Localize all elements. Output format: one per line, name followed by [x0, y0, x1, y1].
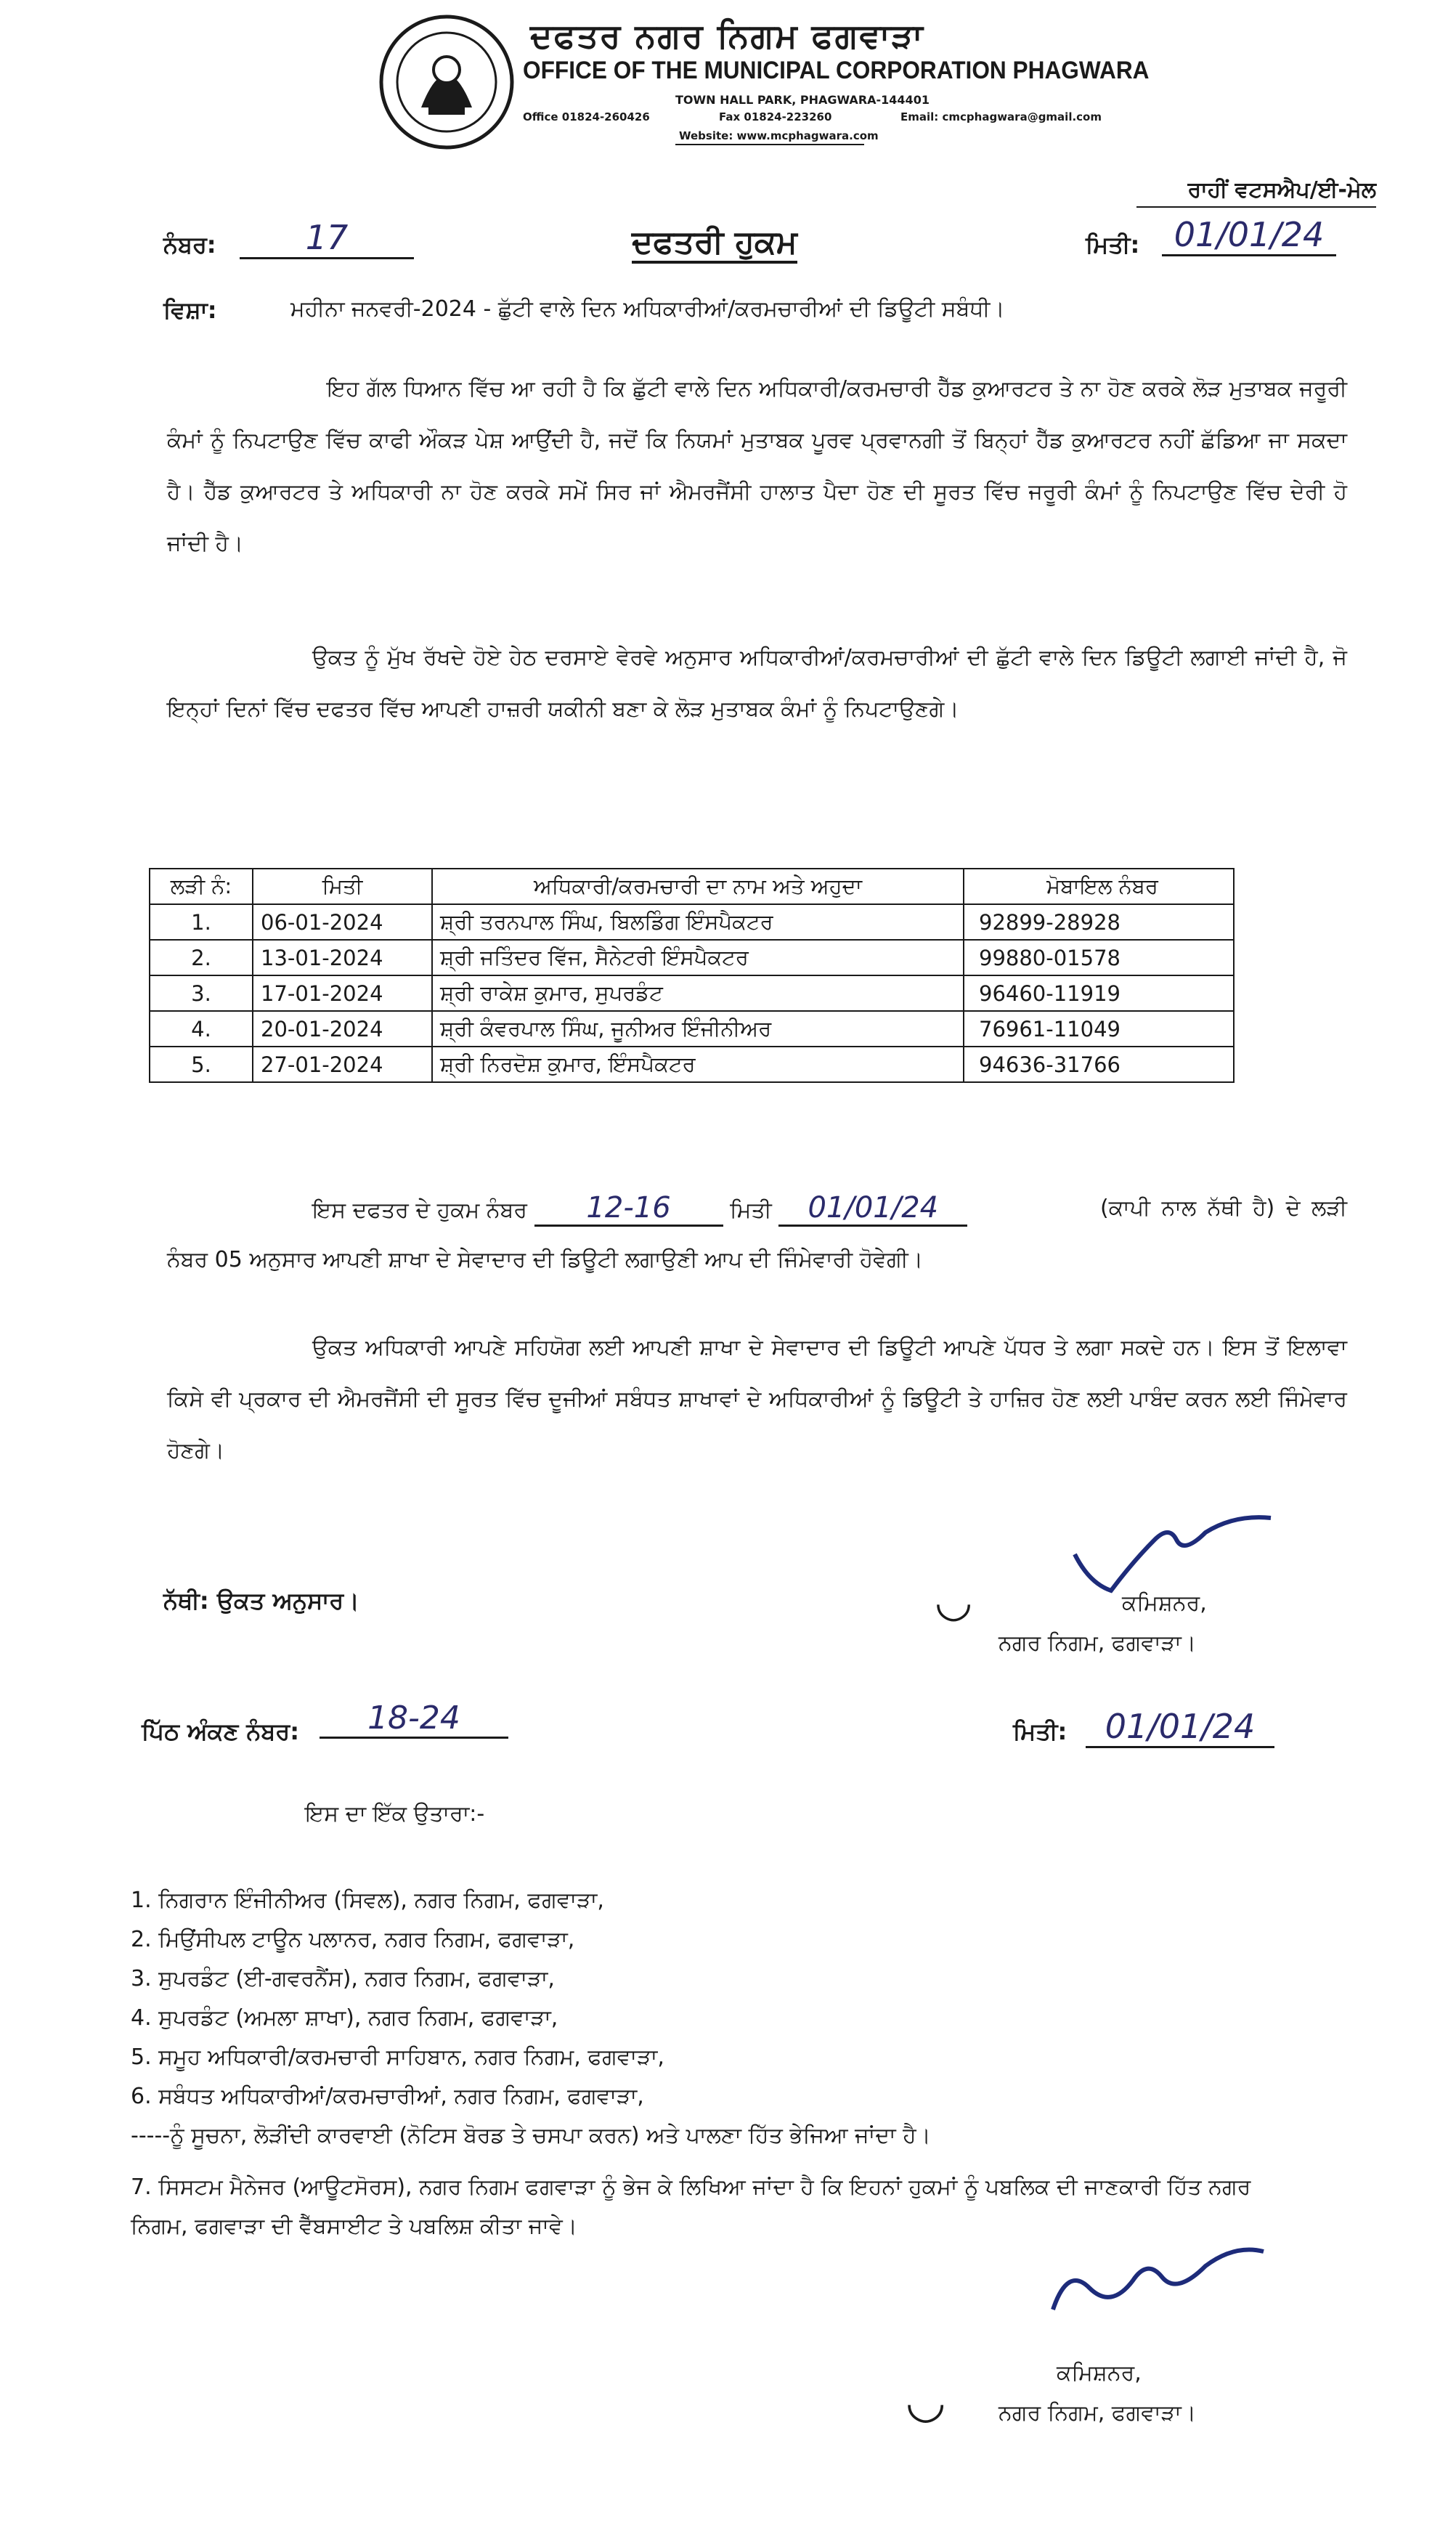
table-row: [150, 975, 1234, 1011]
signatory-office: ਨਗਰ ਨਿਗਮ, ਫਗਵਾੜਾ।: [999, 1631, 1197, 1656]
table-row: [150, 940, 1234, 975]
row-name: ਸ਼੍ਰੀ ਕੰਵਰਪਾਲ ਸਿੰਘ, ਜੂਨੀਅਰ ਇੰਜੀਨੀਅਰ: [432, 1011, 964, 1047]
row-name: ਸ਼੍ਰੀ ਨਿਰਦੋਸ਼ ਕੁਮਾਰ, ਇੰਸਪੈਕਟਰ: [432, 1047, 964, 1082]
copy-heading: ਇਸ ਦਾ ਇੱਕ ਉਤਾਰਾ:-: [305, 1801, 485, 1827]
list-item: 6. ਸਬੰਧਤ ਅਧਿਕਾਰੀਆਂ/ਕਰਮਚਾਰੀਆਂ, ਨਗਰ ਨਿਗਮ, ਫਗਵਾੜਾ,: [131, 2084, 644, 2109]
letterhead-email: Email: cmcphagwara@gmail.com: [900, 110, 1102, 123]
order-reference-continuation: (ਕਾਪੀ ਨਾਲ ਨੱਥੀ ਹੈ) ਦੇ ਲੜੀ ਨੰਬਰ 05 ਅਨੁਸਾਰ ਆਪਣੀ ਸ਼ਾਖਾ ਦੇ ਸੇਵਾਦਾਰ ਦੀ ਡਿਊਟੀ ਲਗਾਉਣੀ ਆਪ ਦੀ ਜਿੰਮੇਵਾਰੀ ਹੋਵੇਗੀ।: [167, 1195, 1347, 1272]
endorsement-date-label: ਮਿਤੀ:: [1013, 1718, 1067, 1745]
letterhead-fax: Fax 01824-223260: [719, 110, 832, 123]
order-number-value: 17: [240, 218, 414, 259]
endorsement-label: ਪਿੱਠ ਅੰਕਣ ਨੰਬਰ:: [142, 1718, 300, 1745]
subject-text: ਮਹੀਨਾ ਜਨਵਰੀ-2024 - ਛੁੱਟੀ ਵਾਲੇ ਦਿਨ ਅਧਿਕਾਰੀਆਂ/ਕਰਮਚਾਰੀਆਂ ਦੀ ਡਿਊਟੀ ਸਬੰਧੀ।: [290, 296, 1005, 322]
row-name: ਸ਼੍ਰੀ ਤਰਨਪਾਲ ਸਿੰਘ, ਬਿਲਡਿੰਗ ਇੰਸਪੈਕਟਰ: [432, 904, 964, 940]
letterhead-english-name: OFFICE OF THE MUNICIPAL CORPORATION PHAGWARA: [523, 57, 1150, 84]
table-row: [150, 904, 1234, 940]
referenced-order-date: 01/01/24: [778, 1191, 967, 1227]
corporation-seal-logo: [378, 13, 516, 151]
signatory-office-2: ਨਗਰ ਨਿਗਮ, ਫਗਵਾੜਾ।: [999, 2400, 1197, 2426]
order-number-label: ਨੰਬਰ:: [163, 231, 216, 259]
list-item: 3. ਸੁਪਰਡੰਟ (ਈ-ਗਵਰਨੈਂਸ), ਨਗਰ ਨਿਗਮ, ਫਗਵਾੜਾ,: [131, 1966, 555, 1991]
row-mobile: 94636-31766: [964, 1047, 1234, 1082]
table-row: [150, 1011, 1234, 1047]
commissioner-signature-2: [1038, 2237, 1271, 2334]
endorsement-number: 18-24: [320, 1700, 508, 1739]
website-underline: [675, 144, 864, 145]
order-reference-date-label: ਮਿਤੀ: [730, 1198, 772, 1223]
list-item: 4. ਸੁਪਰਡੰਟ (ਅਮਲਾ ਸ਼ਾਖਾ), ਨਗਰ ਨਿਗਮ, ਫਗਵਾੜਾ,: [131, 2005, 558, 2031]
list-item: 5. ਸਮੂਹ ਅਧਿਕਾਰੀ/ਕਰਮਚਾਰੀ ਸਾਹਿਬਾਨ, ਨਗਰ ਨਿਗਮ, ਫਗਵਾੜਾ,: [131, 2044, 664, 2070]
paragraph-intro: ਇਹ ਗੱਲ ਧਿਆਨ ਵਿੱਚ ਆ ਰਹੀ ਹੈ ਕਿ ਛੁੱਟੀ ਵਾਲੇ ਦਿਨ ਅਧਿਕਾਰੀ/ਕਰਮਚਾਰੀ ਹੈੱਡ ਕੁਆਰਟਰ ਤੇ ਨਾ ਹੋਣ ਕਰਕੇ ਲੋੜ ਮੁਤਾਬਕ ਜਰੂਰੀ ਕੰਮਾਂ ਨੂੰ ਨਿਪਟਾਉਣ ਵਿੱਚ ਕਾਫੀ ਔਕੜ ਪੇਸ਼ ਆਉਂਦੀ ਹੈ, ਜਦੋਂ ਕਿ ਨਿਯਮਾਂ ਮੁਤਾਬਕ ਪੂਰਵ ਪ੍ਰਵਾਨਗੀ ਤੋਂ ਬਿਨ੍ਹਾਂ ਹੈੱਡ ਕੁਆਰਟਰ ਨਹੀਂ ਛੱਡਿਆ ਜਾ ਸਕਦਾ ਹੈ। ਹੈੱਡ ਕੁਆਰਟਰ ਤੇ ਅਧਿਕਾਰੀ ਨਾ ਹੋਣ ਕਰਕੇ ਸਮੇਂ ਸਿਰ ਜਾਂ ਐਮਰਜੈਂਸੀ ਹਾਲਾਤ ਪੈਦਾ ਹੋਣ ਦੀ ਸੂਰਤ ਵਿੱਚ ਜਰੂਰੀ ਕੰਮਾਂ ਨੂੰ ਨਿਪਟਾਉਣ ਵਿੱਚ ਦੇਰੀ ਹੋ ਜਾਂਦੀ ਹੈ।: [167, 376, 1347, 556]
row-date: 20-01-2024: [253, 1011, 432, 1047]
delivery-mode-underline: [1136, 206, 1376, 208]
endorsement-date: 01/01/24: [1086, 1707, 1274, 1748]
row-name: ਸ਼੍ਰੀ ਜਤਿੰਦਰ ਵਿੱਜ, ਸੈਨੇਟਰੀ ਇੰਸਪੈਕਟਰ: [432, 940, 964, 975]
row-date: 06-01-2024: [253, 904, 432, 940]
header-mobile: ਮੋਬਾਇਲ ਨੰਬਰ: [964, 869, 1234, 904]
referenced-order-number: 12-16: [534, 1191, 723, 1227]
copy-item-system-manager: 7. ਸਿਸਟਮ ਮੈਨੇਜਰ (ਆਊਟਸੋਰਸ), ਨਗਰ ਨਿਗਮ ਫਗਵਾੜਾ ਨੂੰ ਭੇਜ ਕੇ ਲਿਖਿਆ ਜਾਂਦਾ ਹੈ ਕਿ ਇਹਨਾਂ ਹੁਕਮਾਂ ਨੂੰ ਪਬਲਿਕ ਦੀ ਜਾਣਕਾਰੀ ਹਿੱਤ ਨਗਰ ਨਿਗਮ, ਫਗਵਾੜਾ ਦੀ ਵੈੱਬਸਾਈਟ ਤੇ ਪਬਲਿਸ਼ ਕੀਤਾ ਜਾਵੇ।: [131, 2174, 1251, 2239]
header-date: ਮਿਤੀ: [253, 869, 432, 904]
row-serial: 5.: [150, 1047, 253, 1082]
row-mobile: 96460-11919: [964, 975, 1234, 1011]
copy-distribution-list: [131, 1881, 931, 2156]
order-reference-text: ਇਸ ਦਫਤਰ ਦੇ ਹੁਕਮ ਨੰਬਰ: [312, 1198, 527, 1223]
row-mobile: 99880-01578: [964, 940, 1234, 975]
order-title: ਦਫਤਰੀ ਹੁਕਮ: [632, 224, 797, 264]
list-item: -----ਨੂੰ ਸੂਚਨਾ, ਲੋੜੀਂਦੀ ਕਾਰਵਾਈ (ਨੋਟਿਸ ਬੋਰਡ ਤੇ ਚਸਪਾ ਕਰਨ) ਅਤੇ ਪਾਲਣਾ ਹਿੱਤ ਭੇਜਿਆ ਜਾਂਦਾ ਹੈ।: [131, 2123, 931, 2148]
subject-label: ਵਿਸ਼ਾ:: [163, 296, 217, 324]
paragraph-duty-assignment: ਉਕਤ ਨੂੰ ਮੁੱਖ ਰੱਖਦੇ ਹੋਏ ਹੇਠ ਦਰਸਾਏ ਵੇਰਵੇ ਅਨੁਸਾਰ ਅਧਿਕਾਰੀਆਂ/ਕਰਮਚਾਰੀਆਂ ਦੀ ਛੁੱਟੀ ਵਾਲੇ ਦਿਨ ਡਿਊਟੀ ਲਗਾਈ ਜਾਂਦੀ ਹੈ, ਜੋ ਇਨ੍ਹਾਂ ਦਿਨਾਂ ਵਿੱਚ ਦਫਤਰ ਵਿੱਚ ਆਪਣੀ ਹਾਜ਼ਰੀ ਯਕੀਨੀ ਬਣਾ ਕੇ ਲੋੜ ਮੁਤਾਬਕ ਕੰਮਾਂ ਨੂੰ ਨਿਪਟਾਉਣਗੇ।: [167, 645, 1347, 722]
row-date: 27-01-2024: [253, 1047, 432, 1082]
paragraph-additional-duties: ਉਕਤ ਅਧਿਕਾਰੀ ਆਪਣੇ ਸਹਿਯੋਗ ਲਈ ਆਪਣੀ ਸ਼ਾਖਾ ਦੇ ਸੇਵਾਦਾਰ ਦੀ ਡਿਊਟੀ ਆਪਣੇ ਪੱਧਰ ਤੇ ਲਗਾ ਸਕਦੇ ਹਨ। ਇਸ ਤੋਂ ਇਲਾਵਾ ਕਿਸੇ ਵੀ ਪ੍ਰਕਾਰ ਦੀ ਐਮਰਜੈਂਸੀ ਦੀ ਸੂਰਤ ਵਿੱਚ ਦੂਜੀਆਂ ਸਬੰਧਤ ਸ਼ਾਖਾਵਾਂ ਦੇ ਅਧਿਕਾਰੀਆਂ ਨੂੰ ਡਿਊਟੀ ਤੇ ਹਾਜ਼ਿਰ ਹੋਣ ਲਈ ਪਾਬੰਦ ਕਰਨ ਲਈ ਜਿੰਮੇਵਾਰ ਹੋਣਗੇ।: [167, 1335, 1347, 1463]
letterhead-office-phone: Office 01824-260426: [523, 110, 650, 123]
row-serial: 4.: [150, 1011, 253, 1047]
table-header-row: [150, 869, 1234, 904]
delivery-mode: ਰਾਹੀਂ ਵਟਸਐਪ/ਈ-ਮੇਲ: [1187, 177, 1376, 203]
table-row: [150, 1047, 1234, 1082]
header-name-designation: ਅਧਿਕਾਰੀ/ਕਰਮਚਾਰੀ ਦਾ ਨਾਮ ਅਤੇ ਅਹੁਦਾ: [432, 869, 964, 904]
letterhead-address: TOWN HALL PARK, PHAGWARA-144401: [675, 93, 930, 107]
row-date: 17-01-2024: [253, 975, 432, 1011]
header-serial: ਲੜੀ ਨੰ:: [150, 869, 253, 904]
letterhead-website: Website: www.mcphagwara.com: [679, 129, 879, 142]
row-serial: 1.: [150, 904, 253, 940]
duty-roster-table: [149, 868, 1235, 1083]
order-date-label: ਮਿਤੀ:: [1086, 231, 1140, 259]
letterhead-punjabi-name: ਦਫਤਰ ਨਗਰ ਨਿਗਮ ਫਗਵਾੜਾ: [530, 16, 924, 55]
row-serial: 3.: [150, 975, 253, 1011]
list-item: 2. ਮਿਉਂਸੀਪਲ ਟਾਊਨ ਪਲਾਨਰ, ਨਗਰ ਨਿਗਮ, ਫਗਵਾੜਾ,: [131, 1927, 575, 1952]
initials-mark: ◡: [937, 1576, 971, 1627]
row-mobile: 92899-28928: [964, 904, 1234, 940]
order-date-value: 01/01/24: [1162, 215, 1336, 256]
signatory-title: ਕਮਿਸ਼ਨਰ,: [1122, 1591, 1207, 1616]
row-serial: 2.: [150, 940, 253, 975]
row-date: 13-01-2024: [253, 940, 432, 975]
enclosure-note: ਨੱਥੀ: ਉਕਤ ਅਨੁਸਾਰ।: [163, 1587, 359, 1615]
initials-mark-2: ◡: [908, 2375, 944, 2429]
row-name: ਸ਼੍ਰੀ ਰਾਕੇਸ਼ ਕੁਮਾਰ, ਸੁਪਰਡੰਟ: [432, 975, 964, 1011]
signatory-title-2: ਕਮਿਸ਼ਨਰ,: [1057, 2360, 1142, 2386]
row-mobile: 76961-11049: [964, 1011, 1234, 1047]
list-item: 1. ਨਿਗਰਾਨ ਇੰਜੀਨੀਅਰ (ਸਿਵਲ), ਨਗਰ ਨਿਗਮ, ਫਗਵਾੜਾ,: [131, 1888, 604, 1913]
